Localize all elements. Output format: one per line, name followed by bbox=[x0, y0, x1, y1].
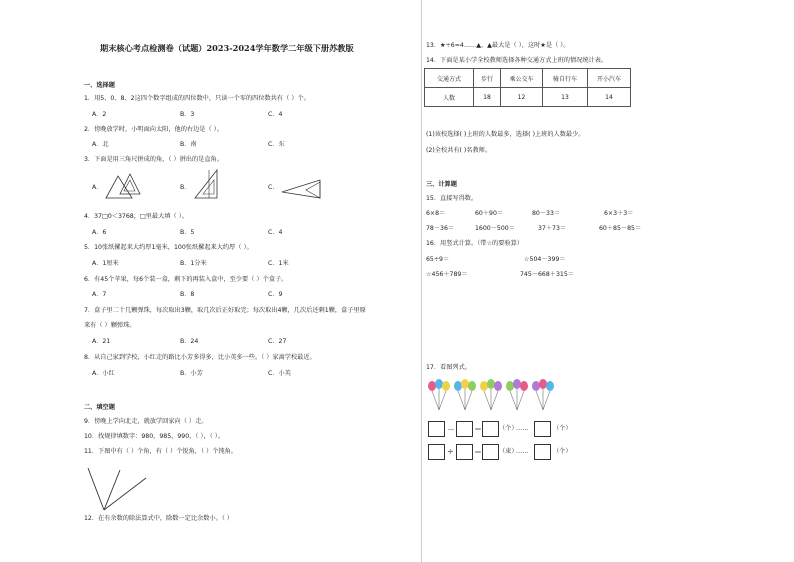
q14-stem: 14．下面是某小学全校教师选择各种交通方式上班的情况统计表。 bbox=[426, 57, 608, 64]
minus-sign: － bbox=[447, 425, 455, 434]
q14-sub1: (1)该校选择( )上班的人数最多，选择( )上班的人数最少。 bbox=[426, 131, 585, 138]
q8-option-b: B．小芳 bbox=[180, 370, 203, 377]
balloon bbox=[428, 381, 436, 391]
balloon bbox=[546, 381, 554, 391]
q5-option-a: A．1厘米 bbox=[92, 260, 119, 267]
answer-box[interactable] bbox=[534, 444, 551, 460]
q15-item: 78－36＝ bbox=[426, 225, 455, 232]
balloon bbox=[513, 379, 521, 389]
balloon-bunch bbox=[454, 379, 476, 410]
q12-stem: 12．在有余数的除法算式中，除数一定比余数小。（ ） bbox=[84, 515, 234, 522]
unit-label: （个） bbox=[553, 425, 572, 432]
q2-option-a: A．北 bbox=[92, 141, 109, 148]
balloon bbox=[468, 381, 476, 391]
table-row bbox=[425, 88, 631, 107]
angles-figure bbox=[84, 462, 150, 514]
balloon bbox=[487, 379, 495, 389]
q15-item: 6×3＋3＝ bbox=[604, 210, 634, 217]
q1-option-c: C．4 bbox=[268, 111, 283, 118]
unit-label: （个） bbox=[553, 448, 572, 455]
section-choice-heading: 一、选择题 bbox=[84, 82, 115, 89]
q4-option-b: B．5 bbox=[180, 229, 195, 236]
unit-label: （个） bbox=[499, 425, 518, 432]
q6-option-b: B．8 bbox=[180, 291, 195, 298]
q3-option-c: C． bbox=[268, 184, 279, 191]
table-header-cell: 开小汽车 bbox=[588, 69, 631, 88]
triangle-ruler-figure-b bbox=[193, 168, 223, 200]
triangle-ruler-figure-a bbox=[104, 170, 144, 200]
ellipsis: …… bbox=[516, 425, 529, 432]
q17-stem: 17．看图列式。 bbox=[426, 364, 471, 371]
divide-sign: ÷ bbox=[447, 447, 454, 456]
table-cell: 12 bbox=[501, 88, 543, 107]
q14-sub2: (2)全校共有( )名教师。 bbox=[426, 147, 492, 154]
q8-option-a: A．小红 bbox=[92, 370, 115, 377]
q3-option-b: B． bbox=[180, 184, 191, 191]
q7-stem-line1: 7．盒子里二十几颗弹珠，每次取出3颗，取几次后正好取完；每次取出4颗，几次后还剩1颗，盒子里原 bbox=[84, 307, 366, 314]
q10-stem: 10．找规律填数字：980，985，990，（ ），（ ）。 bbox=[84, 433, 225, 440]
q8-stem: 8．从自己家到学校，小红走的路比小芳多得多，比小英多一些。（ ）家离学校最近。 bbox=[84, 354, 316, 361]
q7-option-b: B．24 bbox=[180, 338, 199, 345]
answer-box[interactable] bbox=[482, 444, 499, 460]
table-cell: 18 bbox=[474, 88, 501, 107]
q13-stem: 13．★÷6=4……▲，▲最大是（ ），这时★是（ ）。 bbox=[426, 42, 570, 49]
q4-option-c: C．4 bbox=[268, 229, 283, 236]
q1-option-b: B．3 bbox=[180, 111, 195, 118]
q15-item: 80－33＝ bbox=[532, 210, 561, 217]
q7-option-a: A．21 bbox=[92, 338, 111, 345]
q9-stem: 9．傍晚上学向北走，就放学回家向（ ）走。 bbox=[84, 418, 208, 425]
balloon bbox=[461, 379, 469, 389]
q16-item: ☆456＋789＝ bbox=[426, 271, 468, 278]
table-header-cell: 步行 bbox=[474, 69, 501, 88]
answer-box[interactable] bbox=[456, 444, 473, 460]
table-cell: 14 bbox=[588, 88, 631, 107]
q15-item: 6×8＝ bbox=[426, 210, 446, 217]
q15-stem: 15．直接写得数。 bbox=[426, 195, 478, 202]
balloon bbox=[435, 379, 443, 389]
balloons-figure bbox=[428, 378, 562, 412]
table-header-cell: 乘公交车 bbox=[501, 69, 543, 88]
q6-stem: 6．有45个苹果，每6个装一盒，剩下的再装入盒中，至少要（ ）个盒子。 bbox=[84, 276, 288, 283]
table-row-label: 人数 bbox=[425, 88, 474, 107]
answer-box[interactable] bbox=[534, 421, 551, 437]
balloon bbox=[442, 381, 450, 391]
balloon-bunch bbox=[532, 379, 554, 410]
q16-item: 65÷9＝ bbox=[426, 256, 450, 263]
q15-item: 37＋73＝ bbox=[538, 225, 567, 232]
q5-option-c: C．1米 bbox=[268, 260, 289, 267]
balloon bbox=[506, 381, 514, 391]
page-title: 期末核心考点检测卷（试题）2023-2024学年数学二年级下册苏教版 bbox=[100, 43, 354, 53]
balloon-bunch bbox=[480, 379, 502, 410]
table-header-cell: 交通方式 bbox=[425, 69, 474, 88]
q4-option-a: A．6 bbox=[92, 229, 107, 236]
q1-option-a: A．2 bbox=[92, 111, 107, 118]
q7-option-c: C．27 bbox=[268, 338, 287, 345]
balloon bbox=[532, 381, 540, 391]
q8-option-c: C．小英 bbox=[268, 370, 291, 377]
table-cell: 13 bbox=[543, 88, 588, 107]
q2-option-b: B．南 bbox=[180, 141, 197, 148]
section-fill-heading: 二、填空题 bbox=[84, 404, 115, 411]
balloon bbox=[494, 381, 502, 391]
q2-option-c: C．东 bbox=[268, 141, 285, 148]
triangle-ruler-figure-c bbox=[280, 178, 326, 200]
q16-item: ☆504－399＝ bbox=[524, 256, 566, 263]
answer-box[interactable] bbox=[482, 421, 499, 437]
balloon bbox=[480, 381, 488, 391]
table-header-cell: 骑自行车 bbox=[543, 69, 588, 88]
balloon bbox=[454, 381, 462, 391]
section-calc-heading: 三、计算题 bbox=[426, 181, 457, 188]
q7-stem-line2: 来有（ ）颗弹珠。 bbox=[84, 322, 136, 329]
answer-box[interactable] bbox=[456, 421, 473, 437]
q6-option-a: A．7 bbox=[92, 291, 107, 298]
unit-label: （束） bbox=[499, 448, 518, 455]
q15-item: 60＋90＝ bbox=[475, 210, 504, 217]
q15-item: 60＋85－85＝ bbox=[599, 225, 642, 232]
table-row bbox=[425, 69, 631, 88]
q3-option-a: A． bbox=[92, 184, 103, 191]
q6-option-c: C．9 bbox=[268, 291, 283, 298]
q4-stem: 4．37□0＜3768，□里最大填（ ）。 bbox=[84, 213, 188, 220]
q16-stem: 16．用竖式计算。（带☆的要验算） bbox=[426, 240, 523, 247]
transport-table bbox=[424, 68, 631, 107]
q5-option-b: B．1分米 bbox=[180, 260, 207, 267]
equals-sign: ＝ bbox=[474, 448, 482, 457]
ellipsis: …… bbox=[516, 448, 529, 455]
column-divider bbox=[421, 0, 422, 562]
balloon bbox=[520, 381, 528, 391]
q16-item: 745－668＋315＝ bbox=[520, 271, 574, 278]
q3-stem: 3．下面是用三角尺拼成的角，（ ）拼出的是直角。 bbox=[84, 156, 223, 163]
balloon-bunch bbox=[506, 379, 528, 410]
equals-sign: ＝ bbox=[474, 425, 482, 434]
q5-stem: 5．10张纸摞起来大约厚1毫米，100张纸摞起来大约厚（ ）。 bbox=[84, 244, 253, 251]
balloon-bunch bbox=[428, 379, 450, 410]
q2-stem: 2．傍晚放学时，小明面向太阳，他的右边是（ ）。 bbox=[84, 126, 223, 133]
q1-stem: 1．用5、0、8、2这四个数字组成的四位数中，只读一个零的四位数共有（ ）个。 bbox=[84, 95, 310, 102]
answer-box[interactable] bbox=[428, 444, 445, 460]
answer-box[interactable] bbox=[428, 421, 445, 437]
q11-stem: 11．下图中有（ ）个角，有（ ）个锐角，（ ）个钝角。 bbox=[84, 448, 237, 455]
balloon bbox=[539, 379, 547, 389]
q15-item: 1600－500＝ bbox=[475, 225, 515, 232]
